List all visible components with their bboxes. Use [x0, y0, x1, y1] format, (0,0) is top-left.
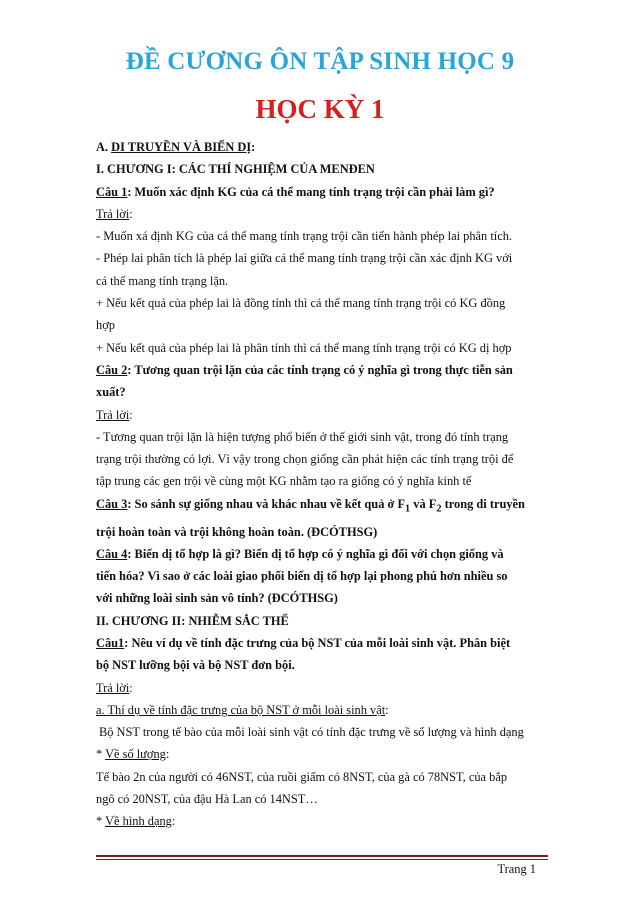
page-number: Trang 1	[497, 862, 536, 876]
chapter-2-question-1: Câu1: Nêu ví dụ về tính đặc trưng của bộ NST của mỗi loài sinh vật. Phân biệt	[96, 636, 511, 650]
question-2: Câu 2: Tương quan trội lặn của các tính trạng có ý nghĩa gì trong thực tiễn sản	[96, 362, 513, 377]
answer-subheading: * Về số lượng:	[96, 747, 170, 762]
question-4-cont: tiến hóa? Vì sao ở các loài giao phối biến dị tổ hợp lại phong phú hơn nhiều so	[96, 569, 508, 584]
chapter-2-heading: II. CHƯƠNG II: NHIỄM SẮC THỂ	[96, 613, 289, 628]
chapter-2-question-1-cont: bộ NST lưỡng bội và bộ NST đơn bội.	[96, 658, 295, 673]
answer-line: - Phép lai phân tích là phép lai giữa cá thể mang tính trạng trội cần xác định KG với	[96, 251, 513, 266]
answer-label: Trả lời:	[96, 680, 133, 695]
answer-label: Trả lời:	[96, 407, 133, 422]
document-body	[96, 136, 548, 833]
question-4: Câu 4: Biến dị tổ hợp là gì? Biến dị tổ hợp có ý nghĩa gì đối với chọn giống và	[96, 546, 504, 561]
answer-line: - Tương quan trội lặn là hiện tượng phổ biến ở thế giới sinh vật, trong đó tính trạng	[96, 429, 509, 444]
answer-line: hợp	[96, 318, 115, 333]
answer-subheading: a. Thí dụ về tính đặc trưng của bộ NST ở mỗi loài sinh vật:	[96, 702, 389, 717]
answer-line: + Nếu kết quả của phép lai là phân tính thì cá thể mang tính trạng trội có KG dị hợp	[96, 340, 512, 355]
question-1: Câu 1: Muốn xác định KG của cá thể mang tính trạng trội cần phải làm gì?	[96, 184, 495, 199]
document-subtitle: HỌC KỲ 1	[255, 94, 385, 124]
question-2-cont: xuất?	[96, 385, 126, 400]
question-3-cont: trội hoàn toàn và trội không hoàn toàn. (ĐCÓTHSG)	[96, 524, 378, 539]
chapter-1-heading: I. CHƯƠNG I: CÁC THÍ NGHIỆM CỦA MENĐEN	[96, 162, 375, 177]
answer-line: tập trung các gen trội về cùng một KG nhằm tạo ra giống có ý nghĩa kinh tế	[96, 474, 472, 489]
document-title: ĐỀ CƯƠNG ÔN TẬP SINH HỌC 9	[125, 48, 515, 75]
answer-line: ngô có 20NST, của đậu Hà Lan có 14NST…	[96, 792, 318, 807]
footer-divider-thin	[96, 859, 548, 860]
answer-label: Trả lời:	[96, 206, 133, 221]
answer-subheading: * Về hình dạng:	[96, 814, 176, 829]
footer-divider	[96, 855, 548, 857]
answer-line: Bộ NST trong tế bào của mỗi loài sinh vật có tính đặc trưng về số lượng và hình dạng	[99, 725, 524, 740]
answer-line: - Muốn xá định KG của cá thể mang tính trạng trội cần tiến hành phép lai phân tích.	[96, 229, 512, 244]
question-4-cont: với những loài sinh sản vô tính? (ĐCÓTHSG)	[96, 591, 338, 606]
answer-line: cá thể mang tính trạng lặn.	[96, 273, 229, 288]
answer-line: trạng trội thường có lợi. Vì vậy trong chọn giống cần phát hiện các tính trạng trội để	[96, 452, 514, 467]
answer-line: + Nếu kết quả của phép lai là đồng tính thì cá thể mang tính trạng trội có KG đồng	[96, 296, 506, 311]
section-a-heading: A. DI TRUYỀN VÀ BIẾN DỊ:	[96, 140, 256, 154]
question-3: Câu 3: So sánh sự giống nhau và khác nhau về kết quả ở $F_1$ và $F_2$ trong di truyền	[96, 496, 525, 515]
answer-line: Tế bào 2n của người có 46NST, của ruồi giấm có 8NST, của gà có 78NST, của bắp	[96, 769, 508, 784]
